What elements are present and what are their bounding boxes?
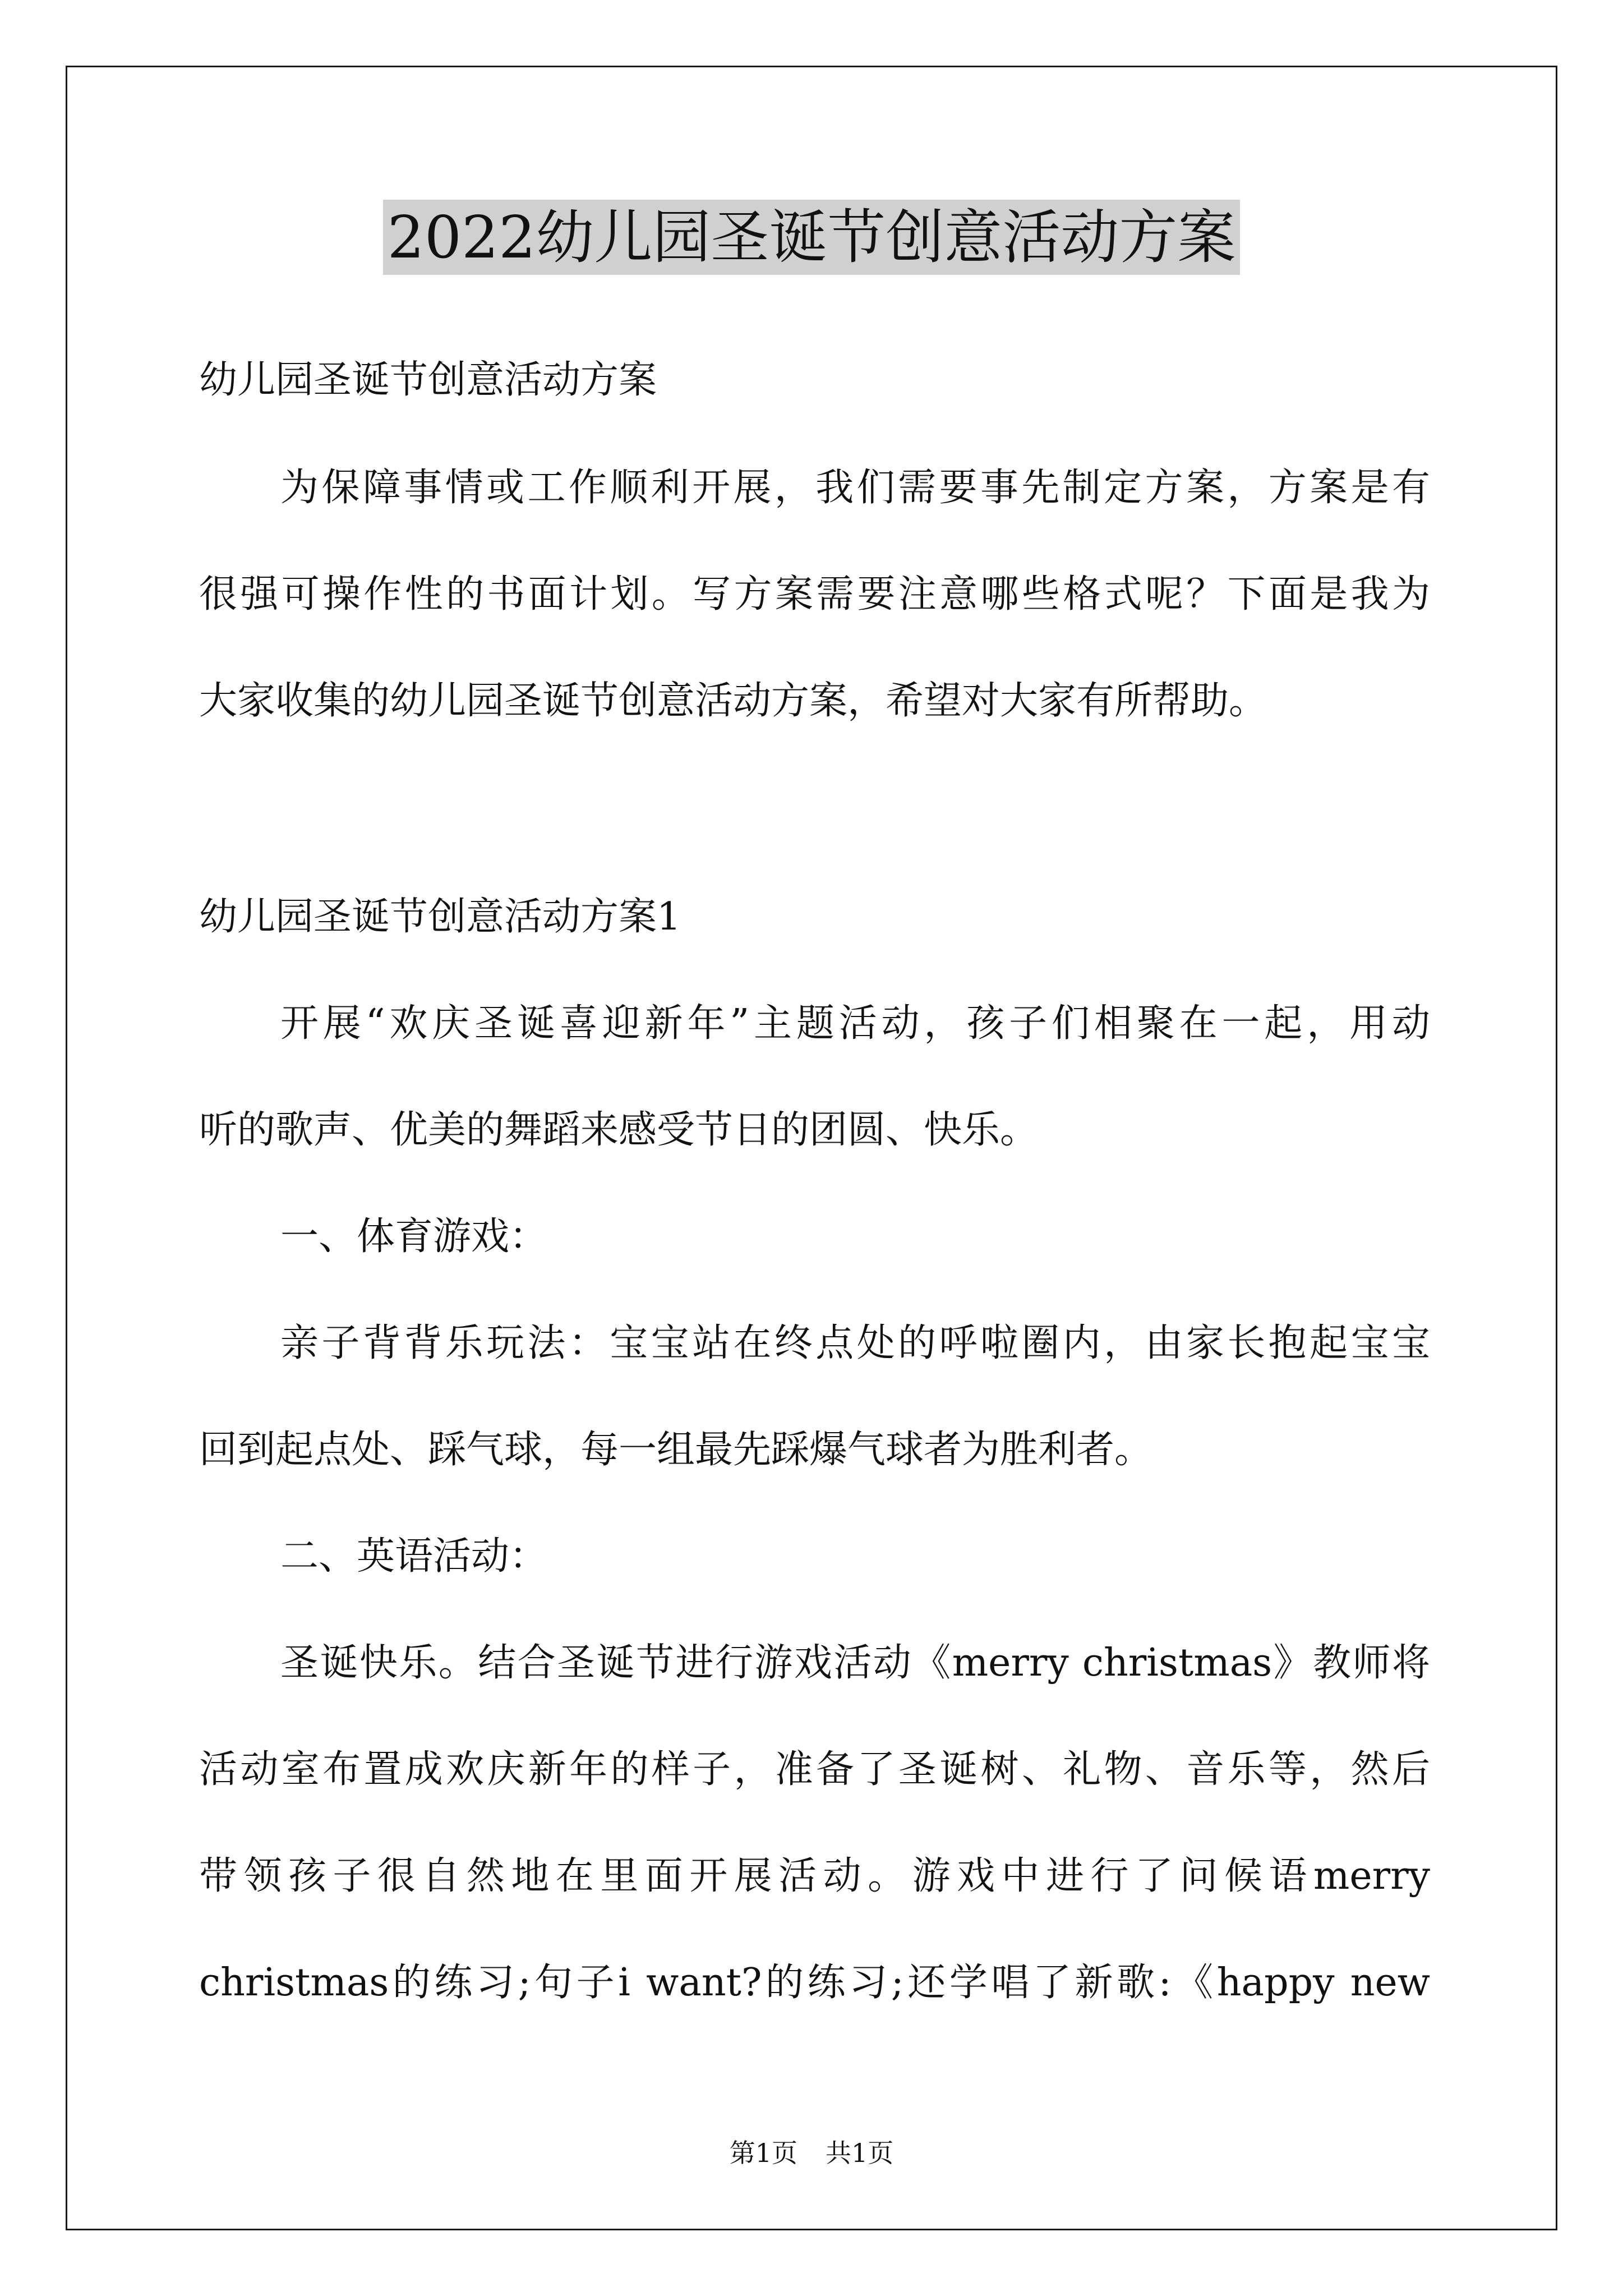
page-number-current: 第1页 bbox=[729, 2138, 797, 2168]
page-footer bbox=[0, 2136, 1623, 2170]
subsection-heading: 一、体育游戏： bbox=[280, 1214, 548, 1259]
page-number-total: 共1页 bbox=[826, 2138, 894, 2168]
paragraph-line: 为保障事情或工作顺利开展，我们需要事先制定方案，方案是有 bbox=[280, 466, 1430, 510]
paragraph-line: 听的歌声、优美的舞蹈来感受节日的团圆、快乐。 bbox=[199, 1108, 1039, 1152]
paragraph-line: 带领孩子很自然地在里面开展活动。游戏中进行了问候语merry bbox=[199, 1854, 1430, 1898]
document-title-text: 2022幼儿园圣诞节创意活动方案 bbox=[383, 200, 1241, 275]
subsection-heading: 二、英语活动： bbox=[280, 1534, 548, 1579]
paragraph-line: 回到起点处、踩气球，每一组最先踩爆气球者为胜利者。 bbox=[199, 1428, 1153, 1472]
paragraph-line: christmas的练习;句子i want?的练习;还学唱了新歌:《happy new bbox=[199, 1961, 1430, 2005]
paragraph-line: 亲子背背乐玩法：宝宝站在终点处的呼啦圈内，由家长抱起宝宝 bbox=[280, 1321, 1430, 1365]
paragraph-line: 圣诞快乐。结合圣诞节进行游戏活动《merry christmas》教师将 bbox=[280, 1641, 1430, 1685]
document-title bbox=[0, 195, 1623, 279]
section-heading: 幼儿园圣诞节创意活动方案 bbox=[199, 358, 657, 402]
paragraph-line: 大家收集的幼儿园圣诞节创意活动方案，希望对大家有所帮助。 bbox=[199, 679, 1267, 723]
paragraph-line: 很强可操作性的书面计划。写方案需要注意哪些格式呢？下面是我为 bbox=[199, 572, 1430, 616]
paragraph-line: 活动室布置成欢庆新年的样子，准备了圣诞树、礼物、音乐等，然后 bbox=[199, 1747, 1430, 1792]
section-heading: 幼儿园圣诞节创意活动方案1 bbox=[199, 895, 681, 939]
paragraph-line: 开展“欢庆圣诞喜迎新年”主题活动，孩子们相聚在一起，用动 bbox=[280, 1001, 1430, 1046]
